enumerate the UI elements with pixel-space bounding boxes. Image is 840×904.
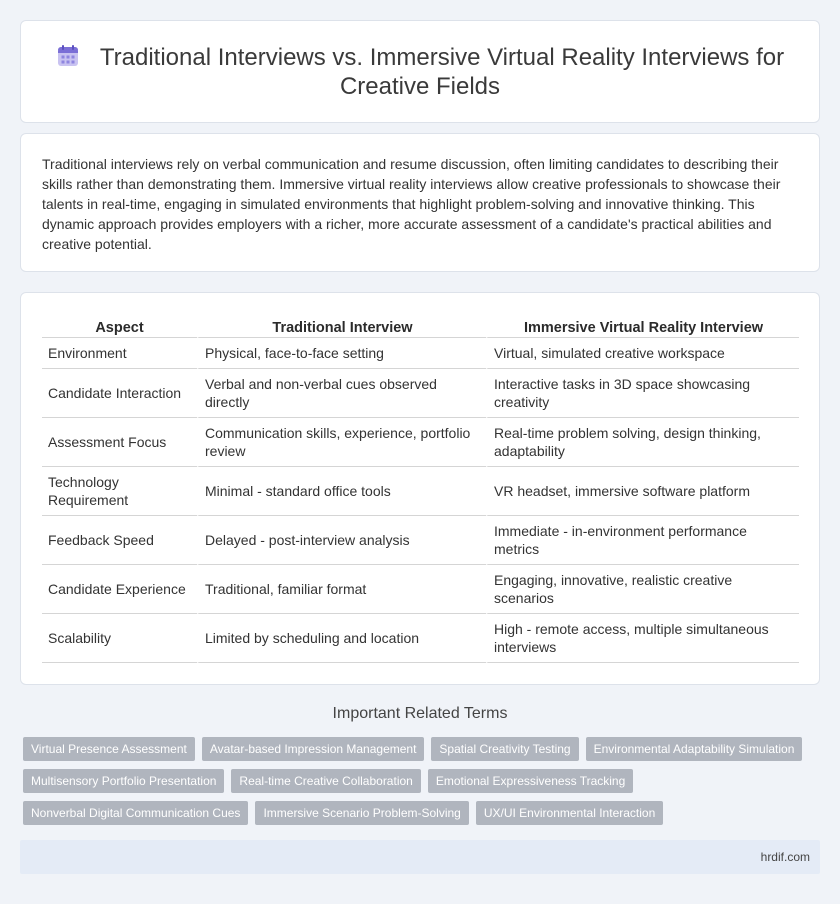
cell-vr: Virtual, simulated creative workspace bbox=[486, 338, 799, 369]
tag-immersive-scenario-problem-solving[interactable]: Immersive Scenario Problem-Solving bbox=[255, 801, 468, 825]
tag-uxui-environmental-interaction[interactable]: UX/UI Environmental Interaction bbox=[476, 801, 663, 825]
intro-card bbox=[20, 133, 820, 272]
tag-row bbox=[23, 769, 823, 793]
cell-vr: High - remote access, multiple simultaneous interviews bbox=[486, 614, 799, 663]
table-row bbox=[42, 338, 799, 369]
cell-traditional: Limited by scheduling and location bbox=[197, 614, 486, 663]
comparison-table bbox=[42, 316, 799, 663]
calendar-icon bbox=[56, 44, 80, 68]
comparison-card bbox=[20, 292, 820, 685]
cell-aspect: Scalability bbox=[42, 614, 197, 663]
footer-bar bbox=[20, 840, 820, 874]
cell-aspect: Candidate Experience bbox=[42, 565, 197, 614]
cell-aspect: Technology Requirement bbox=[42, 467, 197, 516]
cell-vr: Interactive tasks in 3D space showcasing creativity bbox=[486, 369, 799, 418]
cell-aspect: Assessment Focus bbox=[42, 418, 197, 467]
cell-vr: Engaging, innovative, realistic creative scenarios bbox=[486, 565, 799, 614]
table-row bbox=[42, 467, 799, 516]
tag-row bbox=[23, 801, 823, 825]
cell-vr: VR headset, immersive software platform bbox=[486, 467, 799, 516]
tag-multisensory-portfolio-presentation[interactable]: Multisensory Portfolio Presentation bbox=[23, 769, 224, 793]
tag-avatar-impression-management[interactable]: Avatar-based Impression Management bbox=[202, 737, 425, 761]
cell-aspect: Environment bbox=[42, 338, 197, 369]
cell-traditional: Verbal and non-verbal cues observed directly bbox=[197, 369, 486, 418]
related-terms-list bbox=[23, 737, 823, 833]
related-terms-heading: Important Related Terms bbox=[332, 705, 508, 722]
header-aspect: Aspect bbox=[42, 316, 197, 338]
tag-environmental-adaptability-simulation[interactable]: Environmental Adaptability Simulation bbox=[586, 737, 803, 761]
cell-traditional: Communication skills, experience, portfolio review bbox=[197, 418, 486, 467]
cell-aspect: Feedback Speed bbox=[42, 516, 197, 565]
tag-nonverbal-digital-communication-cues[interactable]: Nonverbal Digital Communication Cues bbox=[23, 801, 248, 825]
intro-paragraph: Traditional interviews rely on verbal communication and resume discussion, often limiting candidates to describing their skills rather than demonstrating them. Immersive virtual reality interviews allow creative professionals to showcase their talents in real-time, engaging in simulated environments that highlight problem-solving and innovative thinking. This dynamic approach provides employers with a richer, more accurate assessment of a candidate's practical abilities and creative potential. bbox=[42, 156, 781, 252]
title-card bbox=[20, 20, 820, 123]
table-header-row bbox=[42, 316, 799, 338]
header-vr: Immersive Virtual Reality Interview bbox=[486, 316, 799, 338]
cell-aspect: Candidate Interaction bbox=[42, 369, 197, 418]
title-text: Traditional Interviews vs. Immersive Virtual Reality Interviews for Creative Fields bbox=[99, 44, 785, 100]
page-title bbox=[21, 43, 819, 101]
cell-vr: Real-time problem solving, design thinking, adaptability bbox=[486, 418, 799, 467]
tag-row bbox=[23, 737, 823, 761]
table-row bbox=[42, 614, 799, 663]
cell-traditional: Minimal - standard office tools bbox=[197, 467, 486, 516]
cell-vr: Immediate - in-environment performance metrics bbox=[486, 516, 799, 565]
table-row bbox=[42, 565, 799, 614]
footer-site-link[interactable]: hrdif.com bbox=[760, 850, 810, 864]
cell-traditional: Physical, face-to-face setting bbox=[197, 338, 486, 369]
table-row bbox=[42, 516, 799, 565]
cell-traditional: Traditional, familiar format bbox=[197, 565, 486, 614]
table-row bbox=[42, 369, 799, 418]
cell-traditional: Delayed - post-interview analysis bbox=[197, 516, 486, 565]
tag-emotional-expressiveness-tracking[interactable]: Emotional Expressiveness Tracking bbox=[428, 769, 633, 793]
tag-spatial-creativity-testing[interactable]: Spatial Creativity Testing bbox=[431, 737, 578, 761]
tag-realtime-creative-collaboration[interactable]: Real-time Creative Collaboration bbox=[231, 769, 420, 793]
table-row bbox=[42, 418, 799, 467]
tag-virtual-presence-assessment[interactable]: Virtual Presence Assessment bbox=[23, 737, 195, 761]
header-traditional: Traditional Interview bbox=[197, 316, 486, 338]
